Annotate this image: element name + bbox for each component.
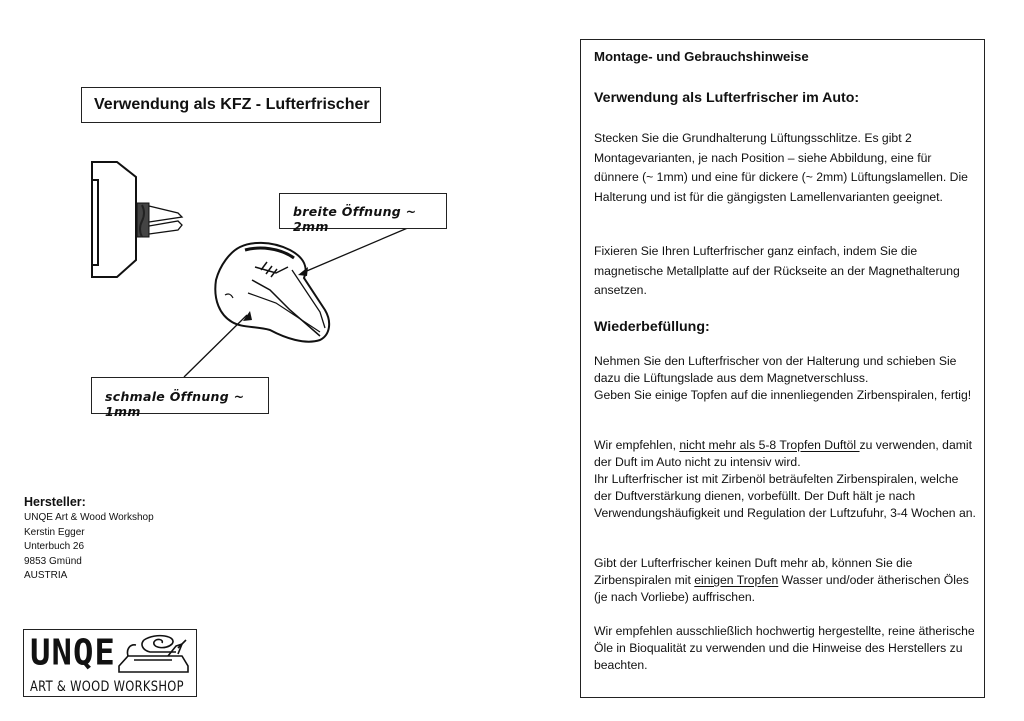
vent-clip-side-view — [92, 162, 182, 277]
manufacturer-block — [24, 494, 154, 584]
refill-paragraph — [594, 353, 979, 404]
refresh-text-post: Wasser und/oder ätherischen Öles (je nach Vorliebe) auffrischen. — [594, 573, 969, 604]
instructions-heading: Montage- und Gebrauchshinweise — [594, 49, 809, 64]
refill-step-drops: Geben Sie einige Topfen auf die innenliegenden Zirbenspiralen, fertig! — [594, 388, 972, 402]
manufacturer-city: 9853 Gmünd — [24, 555, 82, 567]
wide-opening-label: breite Öffnung ~ 2mm — [293, 204, 417, 234]
refresh-paragraph — [594, 555, 979, 606]
refill-step-remove: Nehmen Sie den Lufterfrischer von der Halterung und schieben Sie dazu die Lüftungslade aus dem Magnetverschluss. — [594, 354, 957, 385]
usage-title: Verwendung als KFZ - Lufterfrischer — [94, 96, 370, 113]
refresh-emphasis: einigen Tropfen — [694, 573, 779, 587]
vent-clip-perspective-view — [215, 243, 329, 342]
narrow-opening-leader — [184, 315, 247, 377]
refresh-text-pre: Gibt der Lufterfrischer keinen Duft mehr ab, können Sie die Zirbenspiralen mit — [594, 556, 913, 587]
instructions-panel — [580, 39, 985, 698]
logo-tagline: ART & WOOD WORKSHOP — [30, 678, 184, 695]
mounting-paragraph: Stecken Sie die Grundhalterung Lüftungsschlitze. Es gibt 2 Montagevarianten, je nach Position – siehe Abbildung, eine für dünnere (~ 1mm) und eine für dickere (~ 2mm) Lüftungslamellen. Die Halterung und ist für die gängigsten Lamellenvarianten geeignet. — [594, 131, 968, 204]
dosage-paragraph — [594, 437, 979, 522]
car-usage-heading: Verwendung als Lufterfrischer im Auto: — [594, 90, 860, 106]
manufacturer-country: AUSTRIA — [24, 570, 68, 581]
dosage-text-post: zu verwenden, damit der Duft im Auto nicht zu intensiv wird. — [594, 438, 972, 469]
narrow-opening-label: schmale Öffnung ~ 1mm — [105, 389, 245, 419]
narrow-opening-callout — [91, 377, 269, 419]
refill-heading: Wiederbefüllung: — [594, 319, 710, 335]
oil-quality-paragraph: Wir empfehlen ausschließlich hochwertig hergestellte, reine ätherische Öle in Bioqualität zu verwenden und die Hinweise des Herstellers zu beachten. — [594, 624, 975, 672]
magnet-paragraph: Fixieren Sie Ihren Lufterfrischer ganz einfach, indem Sie die magnetische Metallplatte auf der Rückseite an der Magnethalterung ansetzen. — [594, 244, 960, 297]
unqe-logo — [23, 629, 197, 697]
dosage-emphasis: nicht mehr als 5-8 Tropfen Duftöl — [679, 438, 860, 452]
manufacturer-heading: Hersteller: — [24, 495, 86, 509]
logo-brand: UNQE — [30, 632, 116, 674]
dosage-recommendation — [594, 437, 979, 471]
manufacturer-name: UNQE Art & Wood Workshop — [24, 512, 154, 523]
manufacturer-street: Unterbuch 26 — [24, 541, 85, 552]
wood-plane-icon — [116, 634, 192, 676]
wide-opening-callout — [279, 193, 447, 234]
dosage-text-pre: Wir empfehlen, — [594, 438, 680, 452]
manufacturer-contact: Kerstin Egger — [24, 526, 85, 538]
prefill-note: Ihr Lufterfrischer ist mit Zirbenöl beträufelten Zirbenspiralen, welche der Duftverstärkung dienen, vorbefüllt. Der Duft hält je nach Verwendungshäufigkeit und Regulation der Luftzufuhr, 3-4 Wochen an. — [594, 472, 976, 520]
usage-title-box — [81, 87, 381, 123]
